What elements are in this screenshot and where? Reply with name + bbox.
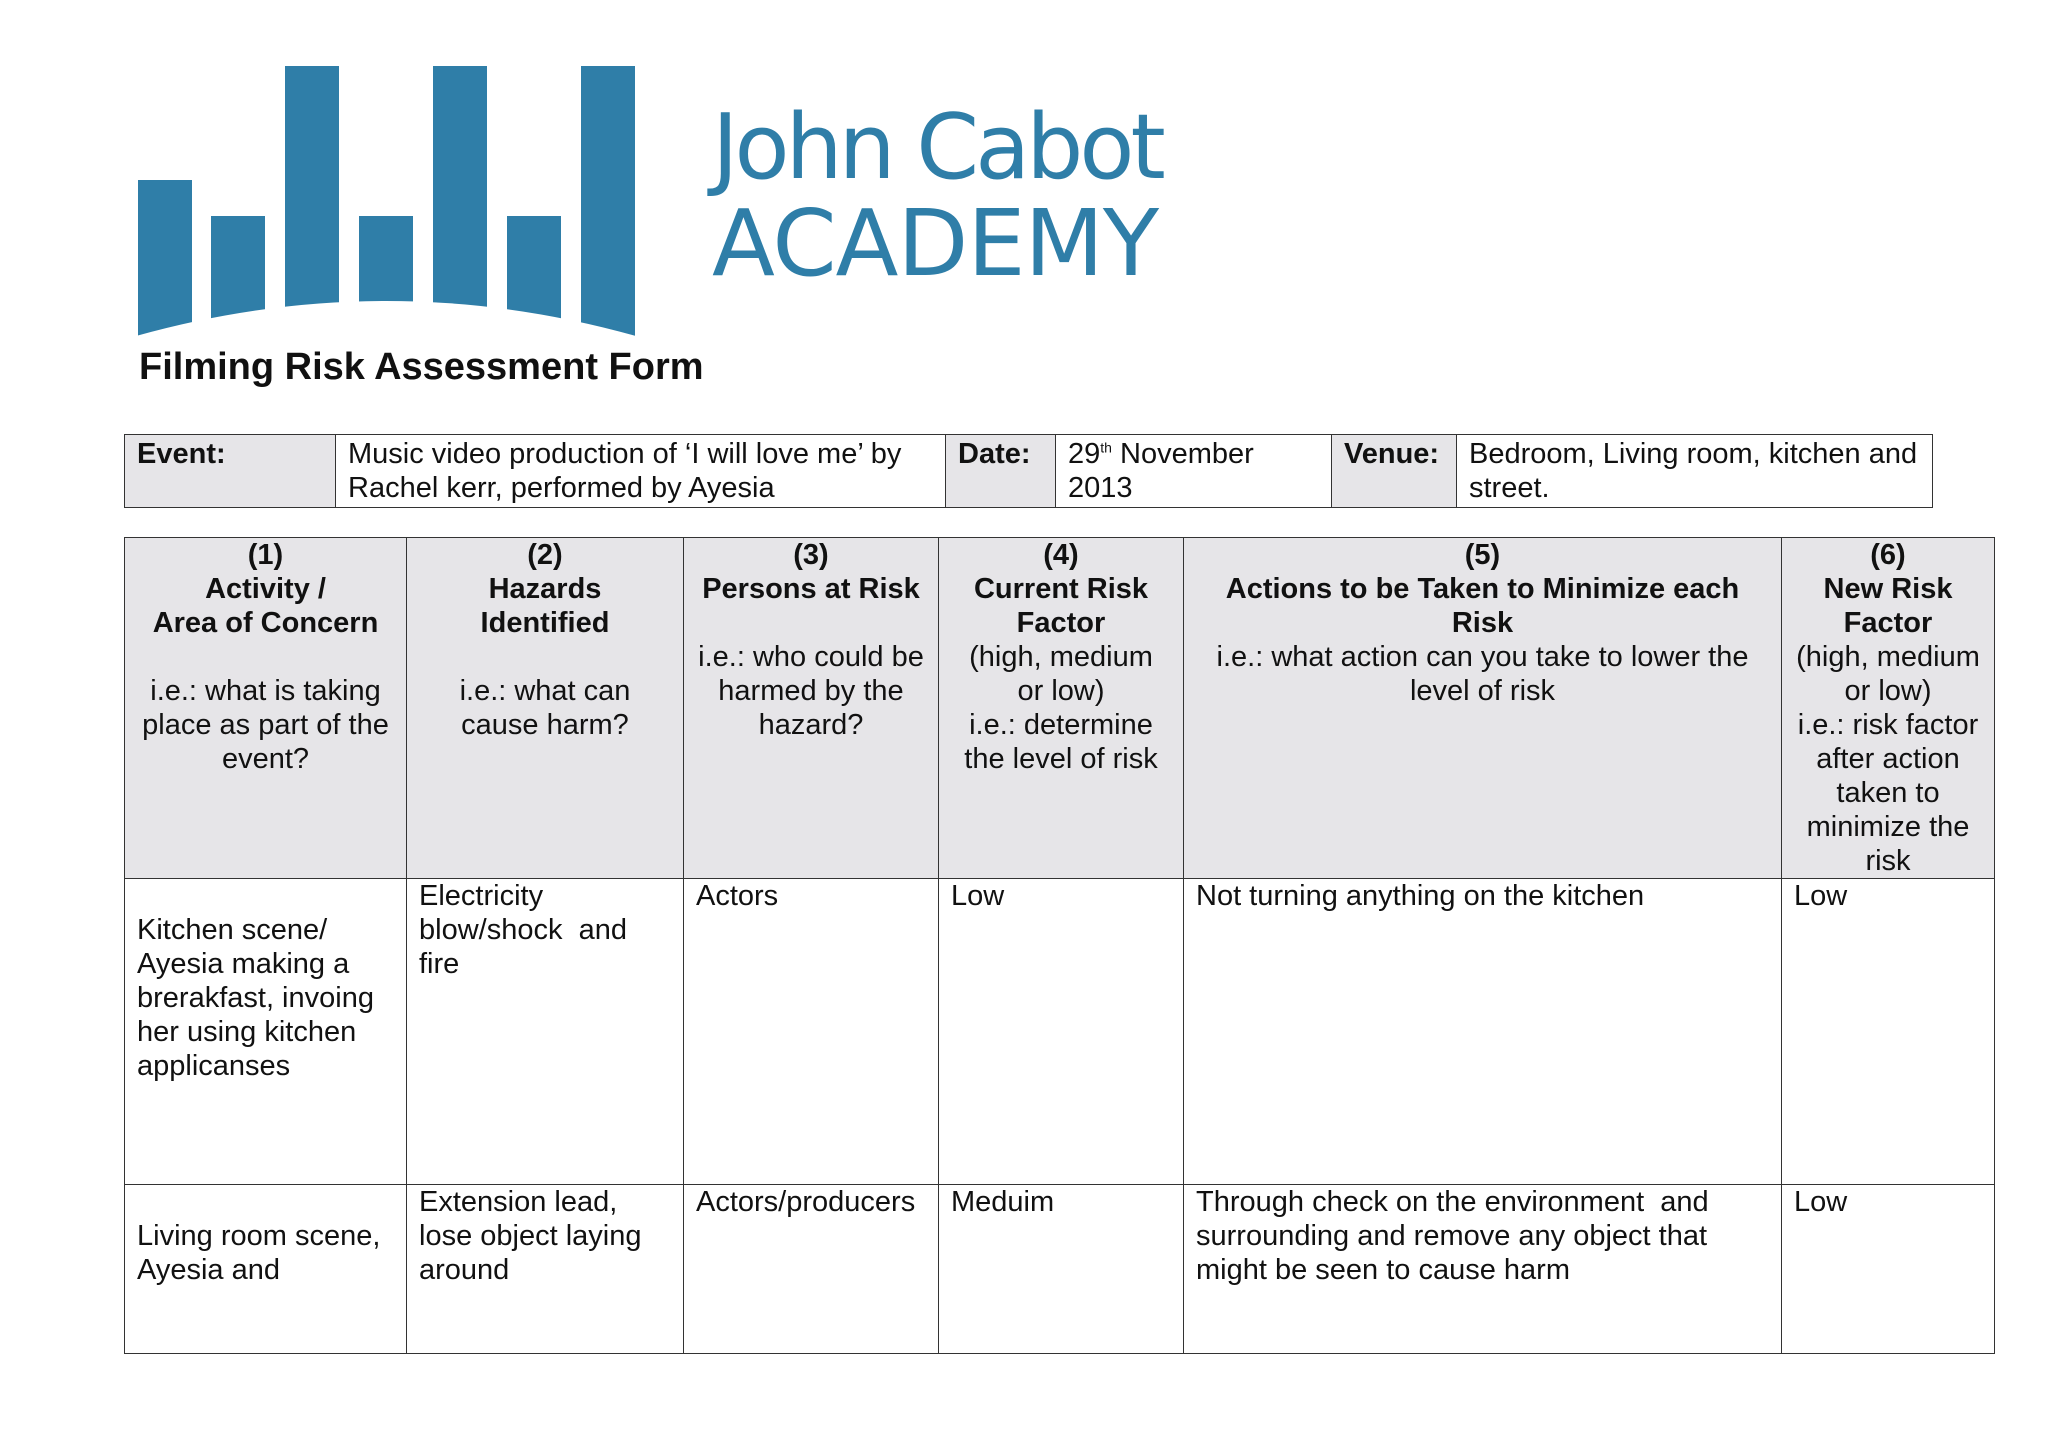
table-row <box>125 1185 1995 1354</box>
cell-persons: Actors/producers <box>684 1185 939 1354</box>
cell-actions: Not turning anything on the kitchen <box>1184 879 1782 1185</box>
brand-name: John Cabot <box>712 95 1162 200</box>
bar-chart-logo-icon <box>136 66 636 348</box>
cell-persons: Actors <box>684 879 939 1185</box>
column-header-activity: (1) Activity / Area of Concern i.e.: what is taking place as part of the event? <box>125 538 407 879</box>
cell-activity: Living room scene, Ayesia and <box>125 1185 407 1354</box>
cell-new-risk: Low <box>1782 879 1995 1185</box>
date-value: 29th November 2013 <box>1056 435 1332 508</box>
column-header-current-risk: (4) Current Risk Factor (high, medium or low) i.e.: determine the level of risk <box>939 538 1184 879</box>
header-row <box>125 538 1995 879</box>
venue-label: Venue: <box>1332 435 1457 508</box>
risk-assessment-table <box>124 537 1995 1354</box>
column-header-new-risk: (6) New Risk Factor (high, medium or low) i.e.: risk factor after action taken to minimize the risk <box>1782 538 1995 879</box>
school-wordmark <box>712 95 1162 297</box>
cell-current-risk: Low <box>939 879 1184 1185</box>
column-header-persons: (3) Persons at Risk i.e.: who could be harmed by the hazard? <box>684 538 939 879</box>
cell-activity: Kitchen scene/ Ayesia making a brerakfast, invoing her using kitchen applicanses <box>125 879 407 1185</box>
column-header-hazards: (2) Hazards Identified i.e.: what can cause harm? <box>407 538 684 879</box>
cell-current-risk: Meduim <box>939 1185 1184 1354</box>
column-header-actions: (5) Actions to be Taken to Minimize each Risk i.e.: what action can you take to lower the level of risk <box>1184 538 1782 879</box>
venue-value: Bedroom, Living room, kitchen and street. <box>1457 435 1933 508</box>
event-value: Music video production of ‘I will love me’ by Rachel kerr, performed by Ayesia <box>336 435 946 508</box>
table-row <box>125 879 1995 1185</box>
cell-new-risk: Low <box>1782 1185 1995 1354</box>
cell-actions: Through check on the environment and surrounding and remove any object that might be seen to cause harm <box>1184 1185 1782 1354</box>
date-label: Date: <box>946 435 1056 508</box>
cell-hazards: Electricity blow/shock and fire <box>407 879 684 1185</box>
event-label: Event: <box>125 435 336 508</box>
brand-sub: ACADEMY <box>712 190 1159 297</box>
event-info-table <box>124 434 1933 508</box>
page-title: Filming Risk Assessment Form <box>139 346 704 388</box>
cell-hazards: Extension lead, lose object laying around <box>407 1185 684 1354</box>
